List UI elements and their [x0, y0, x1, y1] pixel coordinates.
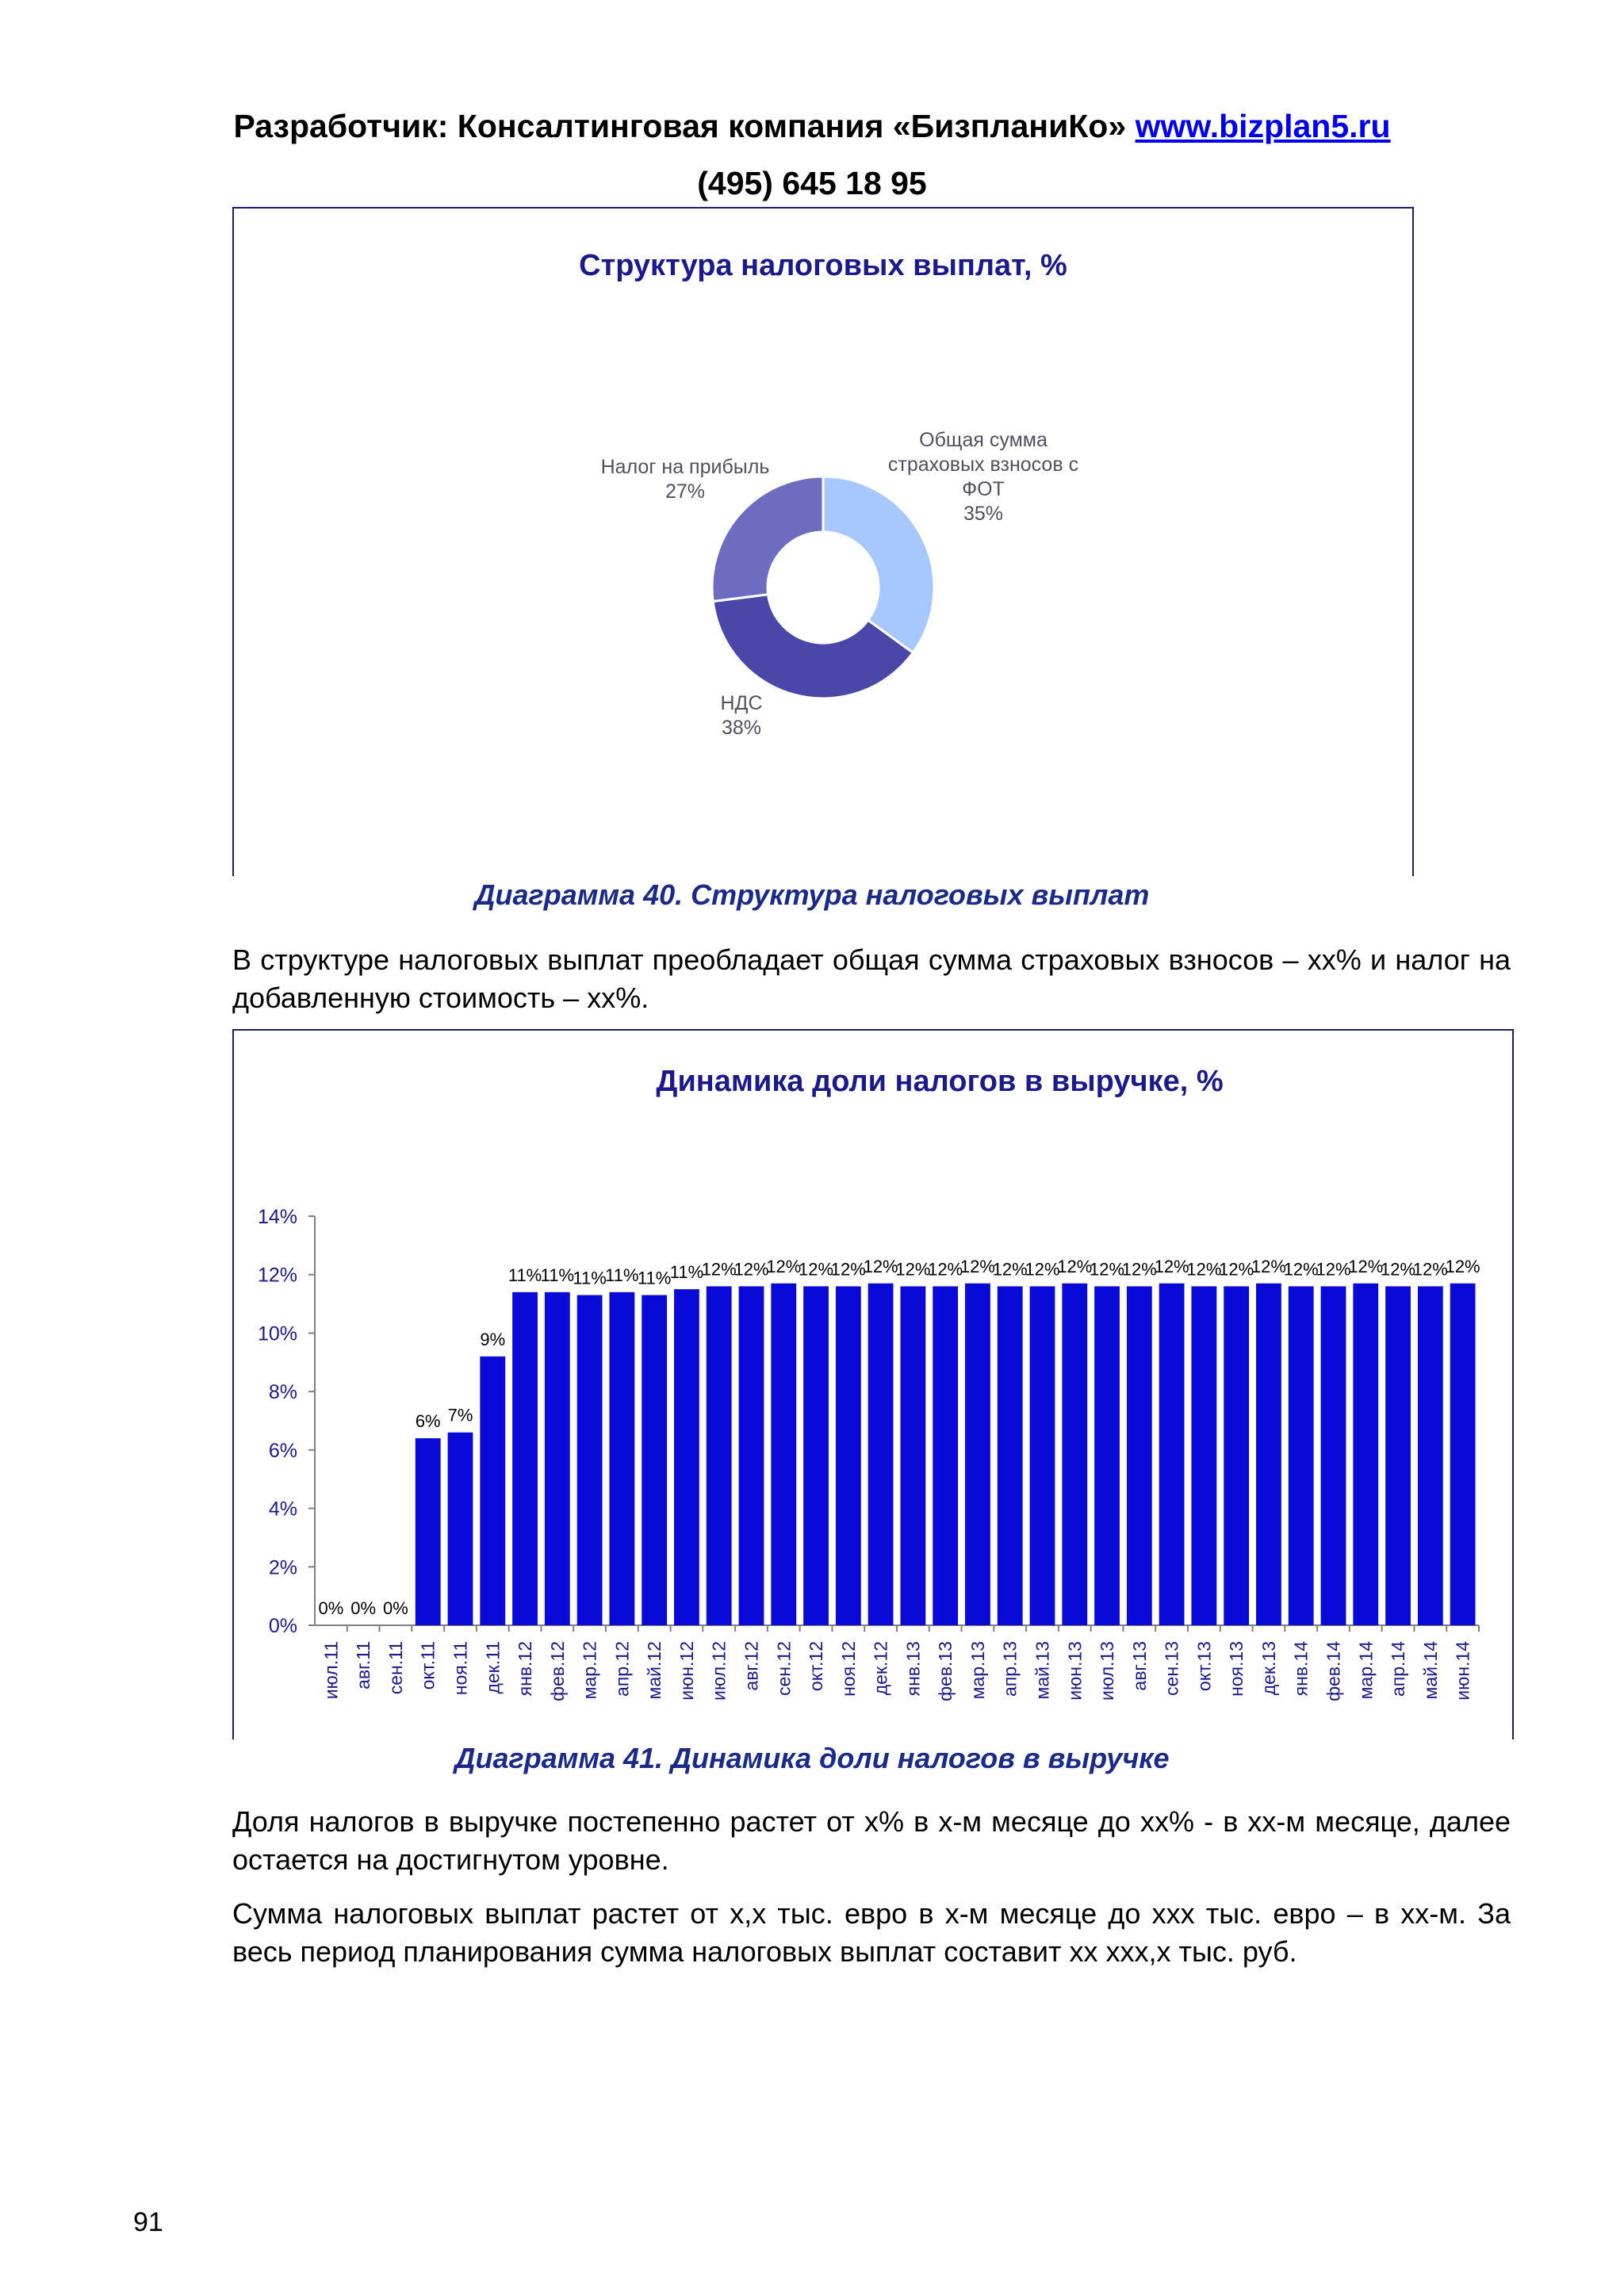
bar-value-label: 12%	[1381, 1259, 1416, 1280]
x-tick-label: июл.12	[708, 1641, 730, 1701]
bar-value-label: 11%	[540, 1265, 575, 1285]
bar	[1224, 1286, 1249, 1625]
x-tick-label: фев.14	[1323, 1641, 1344, 1701]
bar	[1450, 1284, 1476, 1625]
bar-value-label: 0%	[318, 1598, 344, 1618]
x-tick-label: авг.13	[1128, 1641, 1150, 1691]
bar	[707, 1286, 732, 1625]
bar-value-label: 11%	[508, 1265, 542, 1285]
bar-value-label: 11%	[637, 1268, 672, 1288]
bar-value-label: 12%	[701, 1259, 737, 1280]
x-tick-label: май.12	[644, 1641, 665, 1700]
paragraph-2: Доля налогов в выручке постепенно растет от х% в х-м месяце до хх% - в хх-м месяце, далее остается на достигнутом уровне.	[232, 1805, 1511, 1876]
bar-value-label: 11%	[605, 1265, 639, 1285]
x-tick-label: апр.12	[611, 1641, 633, 1697]
bar	[739, 1286, 764, 1625]
bar	[803, 1286, 829, 1625]
bar	[1289, 1286, 1314, 1625]
bar	[1094, 1286, 1120, 1625]
pie-label-0: Общая сумма страховых взносов с ФОТ 35%	[887, 429, 1079, 525]
x-tick-label: окт.12	[806, 1641, 827, 1692]
x-tick-label: июн.14	[1452, 1641, 1473, 1701]
bar	[1191, 1286, 1216, 1625]
y-tick-label: 10%	[257, 1322, 297, 1345]
bar-value-label: 12%	[766, 1256, 802, 1276]
pie-slice-0	[823, 476, 934, 652]
x-tick-label: сен.12	[773, 1641, 795, 1696]
x-tick-label: фев.13	[935, 1641, 956, 1701]
bar-value-label: 12%	[1445, 1256, 1480, 1276]
x-tick-label: окт.13	[1193, 1641, 1215, 1692]
bar	[1385, 1286, 1411, 1625]
bar	[933, 1286, 958, 1625]
x-tick-label: сен.11	[385, 1641, 406, 1695]
x-tick-label: янв.12	[515, 1641, 536, 1697]
bar	[771, 1284, 796, 1625]
bar	[1321, 1286, 1346, 1625]
bar-value-label: 11%	[669, 1262, 704, 1283]
x-tick-label: фев.12	[546, 1641, 568, 1701]
page-number: 91	[133, 2207, 163, 2237]
y-tick-label: 14%	[257, 1206, 297, 1228]
bar-value-label: 0%	[350, 1598, 377, 1618]
developer-header	[0, 108, 1624, 145]
caption-diagram-41: Диаграмма 41. Динамика доли налогов в выручке	[454, 1742, 1170, 1774]
caption-diagram-40: Диаграмма 40. Структура налоговых выплат	[474, 878, 1150, 911]
x-tick-label: авг.12	[741, 1641, 762, 1691]
bar-value-label: 12%	[959, 1256, 995, 1276]
bar-value-label: 11%	[573, 1268, 607, 1288]
x-tick-label: сен.13	[1161, 1641, 1182, 1696]
bar-value-label: 6%	[415, 1411, 441, 1432]
x-tick-label: июн.13	[1064, 1641, 1086, 1701]
bar	[1159, 1284, 1185, 1625]
bar	[1127, 1286, 1152, 1625]
bar-value-label: 12%	[1251, 1256, 1286, 1276]
y-tick-label: 4%	[268, 1498, 297, 1521]
bar-value-label: 12%	[1025, 1259, 1060, 1280]
x-tick-label: окт.11	[417, 1641, 439, 1690]
bar-value-label: 7%	[447, 1405, 473, 1425]
bar-value-label: 12%	[830, 1259, 866, 1280]
bar-value-label: 12%	[928, 1259, 963, 1280]
x-tick-label: ноя.11	[450, 1641, 471, 1696]
bar	[416, 1438, 441, 1625]
x-tick-label: мар.14	[1355, 1641, 1377, 1700]
x-tick-label: мар.13	[967, 1641, 988, 1700]
x-tick-label: дек.11	[482, 1641, 504, 1694]
bar	[480, 1357, 505, 1625]
x-tick-label: апр.13	[999, 1641, 1021, 1697]
paragraph-1: В структуре налоговых выплат преобладает общая сумма страховых взносов – хх% и налог на добавленную стоимость – хх%.	[232, 943, 1511, 1014]
developer-text: Разработчик: Консалтинговая компания «БизпланиКо»	[233, 108, 1127, 144]
pie-label-2: Налог на прибыль 27%	[600, 456, 770, 503]
y-tick-label: 8%	[268, 1381, 297, 1404]
bar	[1353, 1284, 1378, 1625]
phone-number: (495) 645 18 95	[697, 165, 927, 201]
bar-chart-frame	[232, 1029, 1514, 1739]
bar	[836, 1286, 861, 1625]
y-tick-label: 12%	[257, 1264, 297, 1287]
y-tick-label: 2%	[268, 1556, 297, 1579]
bar-value-label: 12%	[1090, 1259, 1125, 1280]
bar	[1256, 1284, 1281, 1625]
x-tick-label: авг.11	[353, 1641, 374, 1689]
bar-chart-title: Динамика доли налогов в выручке, %	[656, 1065, 1224, 1098]
bar-value-label: 12%	[1057, 1256, 1093, 1276]
x-tick-label: июл.13	[1097, 1641, 1118, 1701]
x-tick-label: июн.12	[676, 1641, 697, 1701]
bar	[1418, 1286, 1443, 1625]
bar	[868, 1284, 894, 1625]
bar-value-label: 12%	[1186, 1259, 1222, 1280]
x-tick-label: апр.14	[1388, 1641, 1409, 1697]
x-tick-label: июл.11	[320, 1641, 342, 1700]
bar-value-label: 12%	[895, 1259, 931, 1280]
site-link[interactable]: www.bizplan5.ru	[1135, 108, 1391, 144]
x-tick-label: янв.13	[902, 1641, 924, 1697]
x-tick-label: ноя.13	[1226, 1641, 1247, 1697]
bar-value-label: 12%	[1316, 1259, 1351, 1280]
pie-chart-frame	[232, 207, 1414, 876]
paragraph-3: Сумма налоговых выплат растет от х,х тыс. евро в х-м месяце до ххх тыс. евро – в хх-м. За весь период планирования сумма налоговых выплат составит хх ххх,х тыс. руб.	[232, 1897, 1511, 1968]
bar	[609, 1292, 634, 1625]
x-tick-label: дек.13	[1258, 1641, 1279, 1696]
bar	[1030, 1286, 1055, 1625]
bar-value-label: 12%	[1219, 1259, 1254, 1280]
bar-value-label: 12%	[863, 1256, 898, 1276]
x-tick-label: янв.14	[1290, 1641, 1312, 1697]
bar	[545, 1292, 570, 1625]
pie-label-1: НДС 38%	[720, 692, 763, 739]
x-tick-label: ноя.12	[837, 1641, 859, 1697]
bar	[577, 1295, 603, 1625]
bar-chart	[234, 1031, 1512, 1739]
pie-chart	[234, 209, 1412, 876]
bar	[674, 1289, 699, 1625]
y-tick-label: 6%	[268, 1439, 297, 1462]
bar-value-label: 9%	[480, 1329, 506, 1349]
pie-slice-2	[712, 476, 823, 602]
x-tick-label: дек.12	[870, 1641, 891, 1696]
bar-value-label: 12%	[1412, 1259, 1448, 1280]
bar	[642, 1295, 667, 1625]
bar	[965, 1284, 990, 1625]
pie-chart-title: Структура налоговых выплат, %	[579, 249, 1067, 282]
bar	[448, 1433, 473, 1625]
x-tick-label: мар.12	[579, 1641, 600, 1700]
x-tick-label: май.13	[1032, 1641, 1053, 1700]
bar-value-label: 0%	[383, 1598, 408, 1618]
y-tick-label: 0%	[268, 1615, 297, 1637]
bar-value-label: 12%	[799, 1259, 834, 1280]
bar-value-label: 12%	[1283, 1259, 1319, 1280]
bar	[900, 1286, 925, 1625]
bar	[512, 1292, 538, 1625]
bar-value-label: 12%	[1154, 1256, 1189, 1276]
bar-value-label: 12%	[992, 1259, 1028, 1280]
bar-value-label: 12%	[733, 1259, 769, 1280]
bar-value-label: 12%	[1121, 1259, 1157, 1280]
bar	[998, 1286, 1023, 1625]
x-tick-label: май.14	[1419, 1641, 1441, 1700]
bar-value-label: 12%	[1348, 1256, 1384, 1276]
bar	[1062, 1284, 1087, 1625]
